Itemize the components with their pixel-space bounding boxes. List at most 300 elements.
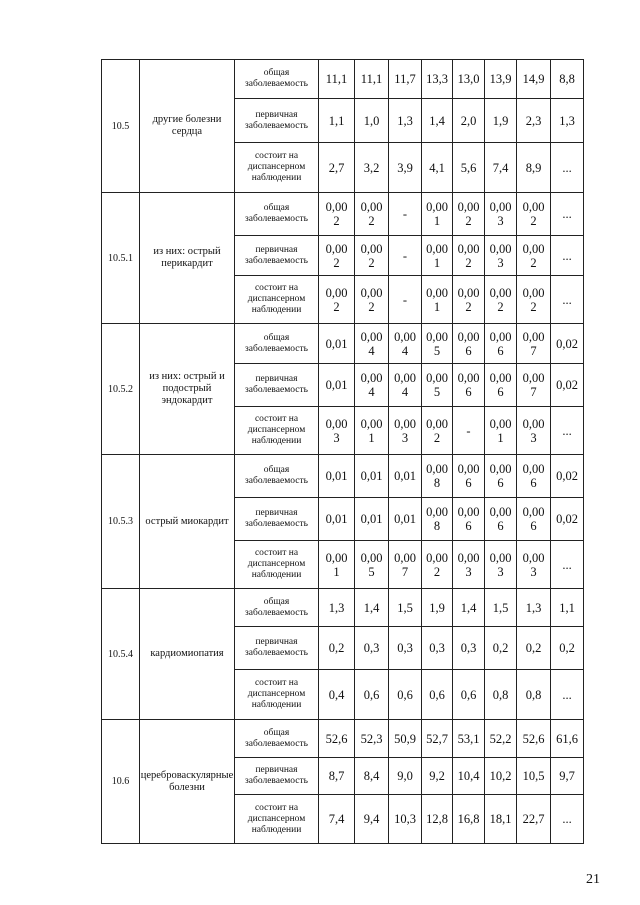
value-text: 0,005	[426, 329, 448, 358]
value-cell	[453, 627, 485, 670]
value-cell	[485, 498, 517, 541]
value-text: 0,3	[397, 641, 413, 655]
value-cell	[551, 407, 584, 455]
value-cell	[485, 364, 517, 407]
value-cell	[422, 758, 453, 795]
value-cell	[517, 670, 551, 720]
value-text: 1,3	[328, 600, 345, 615]
section-code: 10.5	[102, 60, 140, 193]
value-text: 1,3	[559, 113, 575, 128]
value-text: 0,002	[522, 285, 545, 314]
value-text: 0,01	[325, 336, 348, 351]
value-text: 0,007	[394, 550, 416, 579]
value-text: 0,002	[457, 200, 480, 228]
value-cell	[485, 236, 517, 276]
value-text: 0,01	[325, 378, 348, 392]
value-text: 0,008	[426, 462, 448, 490]
value-text: 0,003	[325, 416, 348, 445]
value-cell	[319, 60, 355, 99]
value-cell	[453, 324, 485, 364]
value-text: 1,5	[492, 600, 509, 615]
value-cell	[551, 99, 584, 143]
value-cell	[517, 143, 551, 193]
value-text: 0,002	[522, 200, 545, 228]
value-cell	[485, 589, 517, 627]
value-text: 22,7	[522, 812, 545, 826]
value-text: 7,4	[492, 160, 509, 175]
value-cell	[485, 720, 517, 758]
value-text: 0,02	[556, 336, 578, 351]
value-cell	[551, 364, 584, 407]
value-cell	[319, 498, 355, 541]
value-text: 0,001	[325, 550, 348, 579]
value-text: 0,002	[325, 241, 348, 270]
value-text: 3,2	[363, 160, 380, 175]
value-cell	[319, 193, 355, 236]
value-text: ...	[562, 248, 572, 263]
value-cell	[422, 407, 453, 455]
value-cell	[389, 758, 422, 795]
value-cell	[453, 498, 485, 541]
value-text: 53,1	[457, 731, 480, 746]
value-text: 13,0	[457, 72, 480, 86]
value-text: 0,002	[360, 200, 383, 228]
value-cell	[389, 407, 422, 455]
value-text: 0,006	[522, 462, 545, 490]
value-cell	[319, 758, 355, 795]
value-text: 0,001	[426, 241, 448, 270]
value-cell	[319, 627, 355, 670]
section-code: 10.6	[102, 720, 140, 844]
value-cell	[422, 236, 453, 276]
value-cell	[355, 364, 389, 407]
value-cell	[422, 276, 453, 324]
value-cell	[551, 60, 584, 99]
metric-label: первичная заболеваемость	[235, 758, 319, 795]
value-text: 0,002	[426, 416, 448, 445]
value-cell	[551, 143, 584, 193]
value-text: 0,007	[522, 329, 545, 358]
value-text: 1,5	[397, 600, 413, 615]
value-cell	[355, 99, 389, 143]
value-text: 0,002	[360, 241, 383, 270]
metric-label: состоит на диспансерном наблюдении	[235, 541, 319, 589]
value-text: 0,006	[522, 505, 545, 533]
metric-label: общая заболеваемость	[235, 720, 319, 758]
value-text: 10,4	[457, 769, 480, 783]
table-row	[102, 324, 584, 364]
value-cell	[355, 627, 389, 670]
value-cell	[389, 720, 422, 758]
value-cell	[389, 193, 422, 236]
page-number: 21	[586, 872, 600, 887]
metric-label: общая заболеваемость	[235, 193, 319, 236]
value-cell	[319, 143, 355, 193]
value-text: -	[402, 207, 408, 221]
value-text: ...	[562, 160, 572, 175]
metric-label: состоит на диспансерном наблюдении	[235, 407, 319, 455]
value-cell	[551, 758, 584, 795]
value-cell	[485, 60, 517, 99]
value-text: 0,002	[457, 285, 480, 314]
value-cell	[355, 407, 389, 455]
value-cell	[485, 541, 517, 589]
value-text: 11,1	[360, 72, 383, 86]
value-text: ...	[562, 423, 572, 438]
value-cell	[422, 498, 453, 541]
value-cell	[517, 455, 551, 498]
value-cell	[389, 455, 422, 498]
section-code: 10.5.4	[102, 589, 140, 720]
value-text: 8,7	[328, 769, 345, 783]
value-text: 0,004	[360, 329, 383, 358]
value-text: ...	[562, 687, 572, 702]
value-cell	[389, 324, 422, 364]
value-text: 0,8	[525, 687, 542, 702]
table-body	[102, 60, 584, 844]
value-cell	[389, 143, 422, 193]
value-cell	[422, 193, 453, 236]
value-text: 0,01	[360, 469, 383, 483]
value-text: 0,002	[457, 241, 480, 270]
value-cell	[453, 236, 485, 276]
value-text: 0,006	[489, 505, 512, 533]
value-cell	[422, 541, 453, 589]
value-text: 7,4	[328, 812, 345, 826]
value-cell	[355, 498, 389, 541]
value-cell	[517, 720, 551, 758]
value-text: 1,3	[525, 600, 542, 615]
value-cell	[389, 541, 422, 589]
value-cell	[422, 364, 453, 407]
value-cell	[422, 324, 453, 364]
disease-name: цереброваскулярные болезни	[140, 720, 235, 844]
value-cell	[551, 324, 584, 364]
value-text: 0,002	[426, 550, 448, 579]
value-text: 13,3	[426, 72, 448, 86]
value-cell	[422, 589, 453, 627]
value-cell	[517, 193, 551, 236]
value-cell	[485, 795, 517, 844]
value-text: 13,9	[489, 72, 512, 86]
value-cell	[453, 541, 485, 589]
value-text: 8,4	[363, 769, 380, 783]
value-cell	[319, 99, 355, 143]
value-cell	[355, 589, 389, 627]
disease-name: острый миокардит	[140, 455, 235, 589]
value-text: 0,006	[457, 505, 480, 533]
value-cell	[319, 720, 355, 758]
value-text: 52,3	[360, 731, 383, 746]
value-cell	[319, 236, 355, 276]
value-cell	[551, 627, 584, 670]
value-text: 0,01	[394, 469, 416, 483]
value-cell	[355, 720, 389, 758]
value-cell	[453, 670, 485, 720]
value-text: 0,003	[457, 550, 480, 579]
value-cell	[319, 364, 355, 407]
value-cell	[422, 143, 453, 193]
value-cell	[453, 193, 485, 236]
value-cell	[389, 627, 422, 670]
value-text: 0,01	[325, 512, 348, 526]
metric-label: состоит на диспансерном наблюдении	[235, 795, 319, 844]
value-text: 1,4	[429, 113, 445, 128]
value-cell	[319, 276, 355, 324]
value-text: 14,9	[522, 72, 545, 86]
metric-label: первичная заболеваемость	[235, 627, 319, 670]
value-cell	[551, 455, 584, 498]
value-text: 9,0	[397, 769, 413, 783]
section-code: 10.5.1	[102, 193, 140, 324]
value-cell	[422, 455, 453, 498]
metric-label: общая заболеваемость	[235, 455, 319, 498]
value-text: 0,001	[426, 285, 448, 314]
value-cell	[453, 407, 485, 455]
value-text: 11,1	[325, 72, 348, 86]
metric-label: общая заболеваемость	[235, 60, 319, 99]
value-text: 0,006	[489, 329, 512, 358]
metric-label: состоит на диспансерном наблюдении	[235, 143, 319, 193]
value-cell	[551, 670, 584, 720]
value-text: 2,0	[460, 113, 477, 128]
value-cell	[355, 276, 389, 324]
value-cell	[551, 795, 584, 844]
value-text: 1,9	[492, 113, 509, 128]
metric-label: общая заболеваемость	[235, 589, 319, 627]
value-cell	[485, 324, 517, 364]
value-cell	[389, 670, 422, 720]
value-text: 0,004	[394, 329, 416, 358]
value-cell	[453, 720, 485, 758]
value-cell	[355, 541, 389, 589]
value-text: 16,8	[457, 812, 480, 826]
value-text: 9,2	[429, 769, 445, 783]
value-cell	[389, 364, 422, 407]
value-cell	[422, 99, 453, 143]
value-text: 0,6	[363, 687, 380, 702]
value-text: 0,2	[559, 641, 575, 655]
value-text: 1,0	[363, 113, 380, 128]
value-cell	[389, 498, 422, 541]
value-cell	[453, 364, 485, 407]
value-text: 0,003	[522, 416, 545, 445]
value-cell	[517, 364, 551, 407]
value-text: 2,7	[328, 160, 345, 175]
value-cell	[319, 795, 355, 844]
value-text: 0,2	[492, 641, 509, 655]
value-text: 1,4	[363, 600, 380, 615]
value-text: 3,9	[397, 160, 413, 175]
value-cell	[485, 455, 517, 498]
value-text: 5,6	[460, 160, 477, 175]
value-cell	[517, 60, 551, 99]
value-cell	[355, 60, 389, 99]
value-text: -	[402, 292, 408, 307]
value-text: 8,9	[525, 160, 542, 175]
value-cell	[422, 60, 453, 99]
value-text: 0,003	[489, 241, 512, 270]
metric-label: состоит на диспансерном наблюдении	[235, 276, 319, 324]
disease-name: кардиомиопатия	[140, 589, 235, 720]
metric-label: первичная заболеваемость	[235, 498, 319, 541]
value-cell	[355, 758, 389, 795]
value-cell	[453, 795, 485, 844]
value-cell	[355, 236, 389, 276]
value-text: ...	[562, 207, 572, 221]
table-row	[102, 60, 584, 99]
value-cell	[453, 60, 485, 99]
table-row	[102, 193, 584, 236]
value-text: 0,4	[328, 687, 345, 702]
disease-name: из них: острый и подострый эндокардит	[140, 324, 235, 455]
value-cell	[319, 541, 355, 589]
value-cell	[551, 541, 584, 589]
value-cell	[453, 99, 485, 143]
value-text: 0,001	[489, 416, 512, 445]
value-text: 52,6	[522, 731, 545, 746]
value-cell	[319, 670, 355, 720]
value-text: 0,3	[363, 641, 380, 655]
value-cell	[422, 720, 453, 758]
value-cell	[485, 143, 517, 193]
value-text: ...	[562, 557, 572, 572]
value-cell	[485, 670, 517, 720]
value-text: 0,003	[522, 550, 545, 579]
value-cell	[389, 99, 422, 143]
value-text: 1,1	[559, 600, 575, 615]
value-text: 0,001	[426, 200, 448, 228]
value-cell	[422, 670, 453, 720]
value-cell	[453, 276, 485, 324]
value-cell	[551, 589, 584, 627]
value-text: 52,2	[489, 731, 512, 746]
value-text: 0,003	[394, 416, 416, 445]
value-text: ...	[562, 292, 572, 307]
table-row	[102, 455, 584, 498]
value-cell	[389, 276, 422, 324]
table-row	[102, 589, 584, 627]
value-cell	[453, 455, 485, 498]
value-text: 0,002	[325, 200, 348, 228]
value-cell	[517, 589, 551, 627]
value-cell	[517, 236, 551, 276]
value-text: 1,1	[328, 113, 345, 128]
value-text: 0,6	[460, 687, 477, 702]
value-cell	[485, 758, 517, 795]
value-text: 12,8	[426, 812, 448, 826]
value-text: 8,8	[559, 72, 575, 86]
value-text: -	[402, 248, 408, 263]
value-text: 2,3	[525, 113, 542, 128]
value-cell	[517, 795, 551, 844]
value-text: 0,006	[457, 462, 480, 490]
value-cell	[485, 627, 517, 670]
statistics-table	[101, 59, 584, 844]
value-text: 0,02	[556, 378, 578, 392]
value-cell	[355, 455, 389, 498]
value-text: 9,7	[559, 769, 575, 783]
value-cell	[485, 407, 517, 455]
value-text: 0,006	[457, 371, 480, 399]
value-text: 0,3	[460, 641, 477, 655]
value-cell	[453, 143, 485, 193]
value-cell	[355, 193, 389, 236]
value-cell	[319, 407, 355, 455]
value-cell	[389, 795, 422, 844]
value-text: 0,002	[489, 285, 512, 314]
value-text: 0,002	[522, 241, 545, 270]
value-cell	[517, 541, 551, 589]
value-cell	[485, 193, 517, 236]
value-cell	[551, 498, 584, 541]
value-text: 0,004	[394, 371, 416, 399]
value-text: 50,9	[394, 731, 416, 746]
value-text: ...	[562, 812, 572, 826]
value-cell	[485, 276, 517, 324]
value-text: 9,4	[363, 812, 380, 826]
value-cell	[517, 407, 551, 455]
value-text: 0,002	[360, 285, 383, 314]
value-cell	[422, 627, 453, 670]
value-cell	[319, 589, 355, 627]
value-text: 61,6	[556, 731, 578, 746]
metric-label: первичная заболеваемость	[235, 99, 319, 143]
value-text: 1,9	[429, 600, 445, 615]
value-text: 0,004	[360, 371, 383, 399]
value-text: 0,01	[360, 512, 383, 526]
value-text: 11,7	[394, 72, 416, 86]
value-text: 0,001	[360, 416, 383, 445]
metric-label: первичная заболеваемость	[235, 364, 319, 407]
value-cell	[422, 795, 453, 844]
value-cell	[485, 99, 517, 143]
value-text: 0,6	[429, 687, 445, 702]
section-code: 10.5.2	[102, 324, 140, 455]
value-text: 0,005	[360, 550, 383, 579]
value-cell	[355, 143, 389, 193]
value-text: 10,3	[394, 812, 416, 826]
metric-label: общая заболеваемость	[235, 324, 319, 364]
value-text: 0,006	[457, 329, 480, 358]
table-row	[102, 720, 584, 758]
value-text: 0,006	[489, 371, 512, 399]
value-text: -	[466, 423, 471, 438]
metric-label: первичная заболеваемость	[235, 236, 319, 276]
value-cell	[517, 627, 551, 670]
value-cell	[453, 758, 485, 795]
value-text: 0,6	[397, 687, 413, 702]
value-text: 0,005	[426, 371, 448, 399]
value-text: 0,3	[429, 641, 445, 655]
value-text: 52,6	[325, 731, 348, 746]
value-cell	[355, 670, 389, 720]
value-text: 0,2	[525, 641, 542, 655]
value-cell	[453, 589, 485, 627]
value-cell	[551, 193, 584, 236]
value-text: 0,003	[489, 550, 512, 579]
value-cell	[517, 276, 551, 324]
value-cell	[319, 455, 355, 498]
value-cell	[517, 498, 551, 541]
value-text: 52,7	[426, 731, 448, 746]
value-cell	[551, 720, 584, 758]
value-text: 0,01	[394, 512, 416, 526]
value-cell	[389, 589, 422, 627]
value-text: 4,1	[429, 160, 445, 175]
value-text: 0,8	[492, 687, 509, 702]
value-cell	[355, 795, 389, 844]
